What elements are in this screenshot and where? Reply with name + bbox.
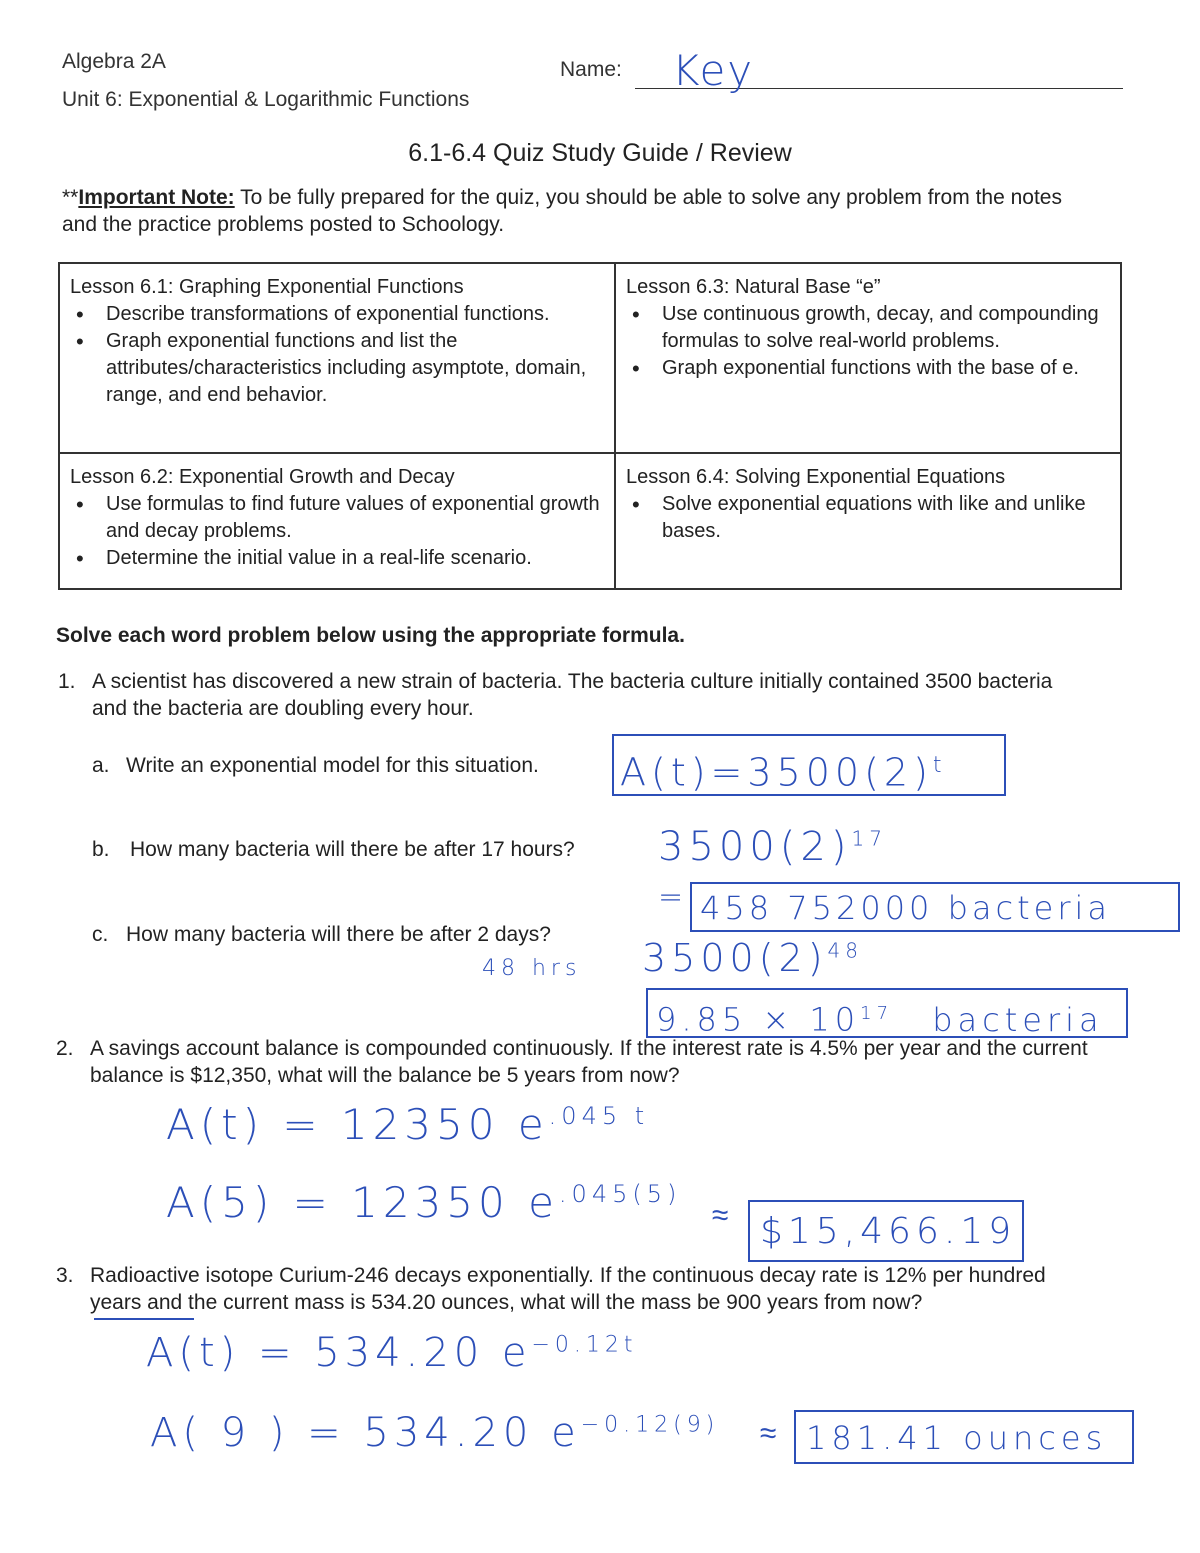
unit-title: Unit 6: Exponential & Logarithmic Functions bbox=[62, 88, 470, 111]
answer-1b-box bbox=[690, 882, 1180, 932]
problem-1-text: A scientist has discovered a new strain of bacteria. The bacteria culture initially contained 3500 bacteria and the bacteria are doubling every hour. bbox=[92, 670, 1053, 720]
answer-3-box bbox=[794, 1410, 1134, 1464]
lesson-title: Lesson 6.1: Graphing Exponential Functions bbox=[70, 276, 464, 298]
problem-3-text: Radioactive isotope Curium-246 decays exponentially. If the continuous decay rate is 12% per hundred years and the current mass is 534.20 ounces, what will the mass be 900 years from now? bbox=[90, 1264, 1046, 1314]
work-2-line-2-base: A(5) = 12350 e bbox=[166, 1178, 559, 1227]
work-3-line-2 bbox=[150, 1410, 719, 1456]
lesson-title: Lesson 6.4: Solving Exponential Equations bbox=[626, 466, 1006, 488]
work-3-line-1-exponent: −0.12t bbox=[531, 1332, 638, 1358]
work-1c bbox=[642, 936, 863, 980]
lesson-6-2-cell bbox=[59, 453, 615, 589]
equals-sign: = bbox=[658, 880, 689, 915]
lessons-table bbox=[58, 262, 1122, 590]
underline-mark bbox=[94, 1318, 194, 1320]
work-2-line-2-exponent: .045(5) bbox=[558, 1180, 682, 1208]
important-note bbox=[62, 184, 1102, 238]
lesson-6-3-cell bbox=[615, 263, 1121, 453]
lesson-bullet: • Describe transformations of exponential functions. bbox=[106, 301, 604, 328]
problem-2-text: A savings account balance is compounded continuously. If the interest rate is 4.5% per year and the current balance is $12,350, what will the balance be 5 years from now? bbox=[90, 1037, 1088, 1087]
name-value: Key bbox=[672, 46, 755, 95]
approx-sign: ≈ bbox=[760, 1416, 782, 1451]
answer-1c-base: 9.85 × 10 bbox=[656, 1000, 861, 1039]
work-3-line-2-exponent: −0.12(9) bbox=[580, 1412, 720, 1438]
answer-2-box bbox=[748, 1200, 1024, 1262]
note-48-hrs: 48 hrs bbox=[482, 956, 582, 981]
lesson-bullet: • Graph exponential functions and list the attributes/characteristics including asymptote, domain, range, and end behavior. bbox=[106, 328, 604, 409]
answer-3: 181.41 ounces bbox=[806, 1419, 1108, 1457]
work-2-line-2 bbox=[166, 1178, 681, 1227]
part-label: b. bbox=[92, 838, 110, 861]
lesson-bullet: • Use formulas to find future values of exponential growth and decay problems. bbox=[106, 491, 604, 545]
work-2-line-1 bbox=[166, 1100, 649, 1149]
problem-number: 1. bbox=[58, 670, 76, 693]
problem-number: 2. bbox=[56, 1037, 74, 1060]
lesson-bullet: • Solve exponential equations with like and unlike bases. bbox=[662, 491, 1110, 545]
answer-1a-exponent: t bbox=[932, 753, 947, 778]
part-a-text: Write an exponential model for this situation. bbox=[126, 754, 539, 777]
work-1b-base: 3500(2) bbox=[658, 824, 852, 870]
course-name: Algebra 2A bbox=[62, 50, 166, 73]
note-stars: ** bbox=[62, 186, 79, 209]
work-1b-exponent: 17 bbox=[851, 826, 887, 851]
answer-1c-exponent: 17 bbox=[860, 1003, 894, 1024]
name-label: Name: bbox=[560, 58, 622, 81]
answer-2: $15,466.19 bbox=[760, 1211, 1017, 1252]
note-text: To be fully prepared for the quiz, you should be able to solve any problem from the notes and the practice problems posted to Schoology. bbox=[62, 186, 1062, 236]
lesson-bullet: • Determine the initial value in a real-life scenario. bbox=[106, 545, 604, 572]
lesson-title: Lesson 6.3: Natural Base “e” bbox=[626, 276, 881, 298]
work-1c-exponent: 48 bbox=[827, 938, 863, 963]
work-1c-base: 3500(2) bbox=[642, 936, 828, 980]
lesson-6-4-cell bbox=[615, 453, 1121, 589]
answer-1a: A(t)=3500(2) bbox=[620, 750, 933, 795]
part-b-text: How many bacteria will there be after 17 hours? bbox=[130, 838, 575, 861]
page-title: 6.1-6.4 Quiz Study Guide / Review bbox=[408, 139, 792, 167]
part-c-text: How many bacteria will there be after 2 days? bbox=[126, 923, 551, 946]
part-label: a. bbox=[92, 754, 110, 777]
approx-sign: ≈ bbox=[712, 1198, 734, 1233]
answer-1a-box bbox=[612, 734, 1006, 796]
lesson-6-1-cell bbox=[59, 263, 615, 453]
problem-number: 3. bbox=[56, 1264, 74, 1287]
work-2-line-1-base: A(t) = 12350 e bbox=[166, 1100, 549, 1149]
lesson-bullet: • Graph exponential functions with the base of e. bbox=[662, 355, 1110, 382]
work-2-line-1-exponent: .045 t bbox=[548, 1102, 650, 1130]
answer-1c-box bbox=[646, 988, 1128, 1038]
answer-1c-unit: bacteria bbox=[932, 1000, 1104, 1039]
work-1b bbox=[658, 824, 887, 870]
work-3-line-1-base: A(t) = 534.20 e bbox=[146, 1330, 532, 1376]
work-3-line-2-base: A( 9 ) = 534.20 e bbox=[150, 1410, 581, 1456]
lesson-bullet: • Use continuous growth, decay, and compounding formulas to solve real-world problems. bbox=[662, 301, 1110, 355]
answer-1b: 458 752000 bacteria bbox=[700, 889, 1111, 927]
part-label: c. bbox=[92, 923, 109, 946]
note-label: Important Note: bbox=[78, 186, 235, 209]
work-3-line-1 bbox=[146, 1330, 638, 1376]
instructions: Solve each word problem below using the appropriate formula. bbox=[56, 624, 685, 647]
lesson-title: Lesson 6.2: Exponential Growth and Decay bbox=[70, 466, 455, 488]
